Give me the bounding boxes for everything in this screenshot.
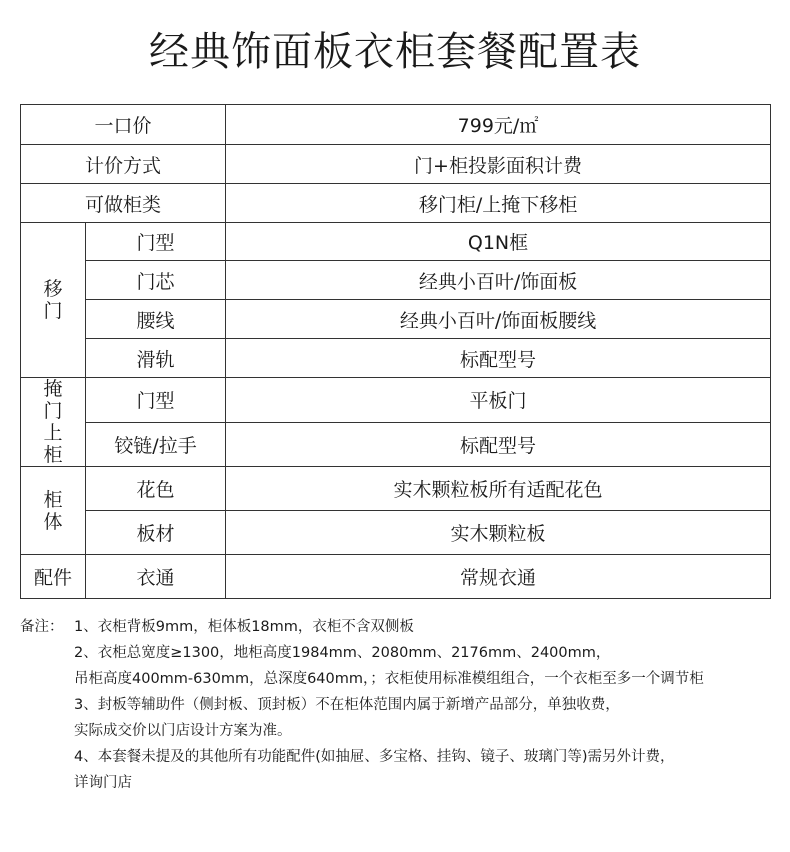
- note-line: 3、封板等辅助件（侧封板、顶封板）不在柜体范围内属于新增产品部分，单独收费，: [74, 697, 620, 713]
- row-value: 常规衣通: [226, 555, 771, 599]
- cover-door-group: [21, 378, 86, 467]
- row-label: 腰线: [86, 300, 226, 339]
- table-row: [21, 223, 771, 261]
- table-row: [21, 511, 771, 555]
- row-label: 花色: [86, 467, 226, 511]
- notes-label: 备注：: [20, 619, 64, 635]
- table-row: [21, 145, 771, 184]
- table-row: [21, 300, 771, 339]
- row-value: 经典小百叶/饰面板: [226, 261, 771, 300]
- row-value: 经典小百叶/饰面板腰线: [226, 300, 771, 339]
- row-value: 平板门: [226, 378, 771, 423]
- price-value: 799元/㎡: [226, 105, 771, 145]
- row-label: 板材: [86, 511, 226, 555]
- note-first-row: [20, 614, 780, 640]
- table-row: [21, 467, 771, 511]
- row-value: Q1N框: [226, 223, 771, 261]
- note-line: 吊柜高度400mm-630mm，总深度640mm，；衣柜使用标准模组组合，一个衣柜至多一个调节柜: [74, 671, 704, 687]
- config-table: [20, 104, 771, 599]
- table-row: [21, 339, 771, 378]
- row-value: 标配型号: [226, 422, 771, 467]
- note-line: 1、衣柜背板9mm，柜体板18mm，衣柜不含双侧板: [74, 619, 414, 635]
- note-line: 4、本套餐未提及的其他所有功能配件(如抽屉、多宝格、挂钩、镜子、玻璃门等)需另外计费，: [74, 749, 675, 765]
- cabinet-types-value: 移门柜/上掩下移柜: [226, 184, 771, 223]
- cover-door-group-label: 掩 门 上 柜: [43, 378, 63, 466]
- sliding-door-group: [21, 223, 86, 378]
- pricing-method-label: 计价方式: [21, 145, 226, 184]
- table-row: [21, 184, 771, 223]
- pricing-method-value: 门+柜投影面积计费: [226, 145, 771, 184]
- note-line: 2、衣柜总宽度≥1300，地柜高度1984mm、2080mm、2176mm、2400mm，: [74, 645, 611, 661]
- page-title: 经典饰面板衣柜套餐配置表: [149, 29, 641, 75]
- row-label: 铰链/拉手: [86, 422, 226, 467]
- row-label: 滑轨: [86, 339, 226, 378]
- note-line: 详询门店: [74, 775, 132, 791]
- row-value: 标配型号: [226, 339, 771, 378]
- note-line: 实际成交价以门店设计方案为准。: [74, 723, 292, 739]
- table-row: [21, 261, 771, 300]
- cabinet-group-label: 柜 体: [43, 488, 63, 533]
- table-row: [21, 422, 771, 467]
- price-label: 一口价: [21, 105, 226, 145]
- row-label: 门芯: [86, 261, 226, 300]
- table-row: [21, 555, 771, 599]
- cabinet-types-label: 可做柜类: [21, 184, 226, 223]
- cabinet-group: [21, 467, 86, 555]
- row-label: 衣通: [86, 555, 226, 599]
- table-row: [21, 378, 771, 423]
- fittings-group: 配件: [21, 555, 86, 599]
- sliding-door-group-label: 移 门: [43, 278, 63, 322]
- notes-section: [20, 614, 780, 796]
- row-value: 实木颗粒板: [226, 511, 771, 555]
- row-label: 门型: [86, 223, 226, 261]
- table-row: [21, 105, 771, 145]
- row-label: 门型: [86, 378, 226, 423]
- row-value: 实木颗粒板所有适配花色: [226, 467, 771, 511]
